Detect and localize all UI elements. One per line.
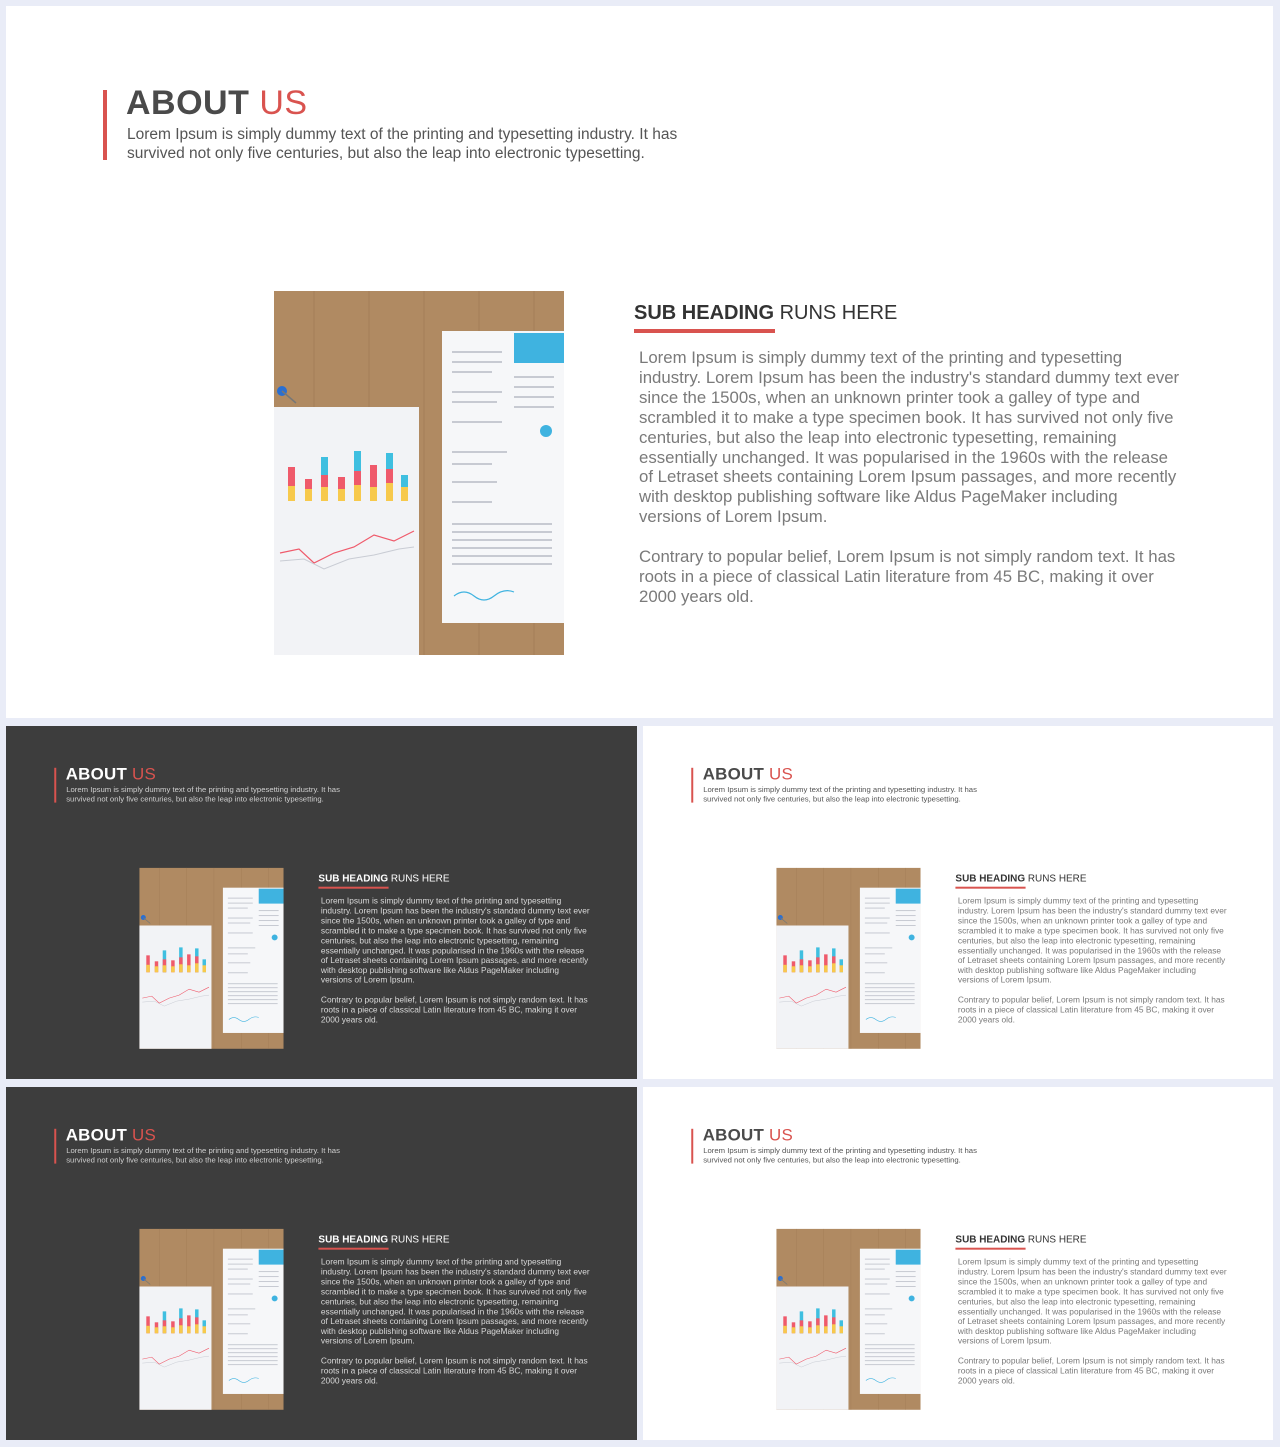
resume-photo [139, 868, 283, 1049]
body-paragraph-1: Lorem Ipsum is simply dummy text of the printing and typesetting industry. Lorem Ipsum has been the industry's standard dummy text ever since the 1500s, when an unknown printer took a galley of type and scrambled it to make a type specimen book. It has survived not only five centuries, but also the leap into electronic typesetting, remaining essentially unchanged. It was popularised in the 1960s with the release of Letraset sheets containing Lorem Ipsum passages, and more recently with desktop publishing software like Aldus PageMaker including versions of Lorem Ipsum. [639, 348, 1180, 527]
slide-content [6, 6, 1273, 718]
resume-photo [776, 868, 920, 1049]
sub-heading-underline [318, 1248, 388, 1250]
title-bold: ABOUT [702, 1125, 765, 1145]
sub-heading-rest: RUNS HERE [1027, 873, 1087, 885]
title-accent-bar [54, 768, 56, 803]
slide-title [703, 765, 793, 784]
slide-content [643, 726, 1273, 1079]
intro-text: Lorem Ipsum is simply dummy text of the printing and typesetting industry. It has survived not only five centuries, but also the leap into electronic typesetting. [127, 126, 678, 162]
sub-heading-underline [955, 1248, 1025, 1250]
body-paragraph-1: Lorem Ipsum is simply dummy text of the printing and typesetting industry. Lorem Ipsum has been the industry's standard dummy text ever since the 1500s, when an unknown printer took a galley of type and scrambled it to make a type specimen book. It has survived not only five centuries, but also the leap into electronic typesetting, remaining essentially unchanged. It was popularised in the 1960s with the release of Letraset sheets containing Lorem Ipsum passages, and more recently with desktop publishing software like Aldus PageMaker including versions of Lorem Ipsum. [320, 1257, 590, 1346]
intro-text: Lorem Ipsum is simply dummy text of the printing and typesetting industry. It has survived not only five centuries, but also the leap into electronic typesetting. [703, 1146, 977, 1165]
body-paragraph-1: Lorem Ipsum is simply dummy text of the printing and typesetting industry. Lorem Ipsum has been the industry's standard dummy text ever since the 1500s, when an unknown printer took a galley of type and scrambled it to make a type specimen book. It has survived not only five centuries, but also the leap into electronic typesetting, remaining essentially unchanged. It was popularised in the 1960s with the release of Letraset sheets containing Lorem Ipsum passages, and more recently with desktop publishing software like Aldus PageMaker including versions of Lorem Ipsum. [957, 1257, 1227, 1346]
slide-thumb-light-2[interactable] [643, 1087, 1273, 1440]
title-accent: US [769, 1125, 794, 1145]
body-text [958, 1257, 1229, 1396]
slide-content [6, 726, 636, 1079]
slide-content [643, 1087, 1273, 1440]
sub-heading-bold: SUB HEADING [955, 873, 1026, 885]
sub-heading-underline [634, 329, 775, 333]
sub-heading-rest: RUNS HERE [390, 873, 450, 885]
sub-heading-rest: RUNS HERE [1027, 1234, 1087, 1246]
title-accent: US [259, 84, 308, 122]
body-text [321, 1257, 592, 1396]
intro-text: Lorem Ipsum is simply dummy text of the printing and typesetting industry. It has survived not only five centuries, but also the leap into electronic typesetting. [703, 785, 977, 804]
body-paragraph-2: Contrary to popular belief, Lorem Ipsum is not simply random text. It has roots in a piece of classical Latin literature from 45 BC, making it over 2000 years old. [957, 1356, 1225, 1386]
body-paragraph-2: Contrary to popular belief, Lorem Ipsum is not simply random text. It has roots in a piece of classical Latin literature from 45 BC, making it over 2000 years old. [320, 995, 588, 1025]
slide-title [126, 84, 308, 123]
resume-photo [139, 1229, 283, 1410]
title-bold: ABOUT [126, 84, 250, 122]
sub-heading-bold: SUB HEADING [955, 1234, 1026, 1246]
sub-heading [318, 1234, 449, 1245]
body-text [958, 896, 1229, 1035]
slide-main-light[interactable] [6, 6, 1273, 718]
title-accent: US [132, 1125, 157, 1145]
intro-text: Lorem Ipsum is simply dummy text of the printing and typesetting industry. It has survived not only five centuries, but also the leap into electronic typesetting. [66, 785, 340, 804]
body-text [639, 348, 1184, 627]
body-paragraph-2: Contrary to popular belief, Lorem Ipsum is not simply random text. It has roots in a piece of classical Latin literature from 45 BC, making it over 2000 years old. [639, 547, 1176, 606]
sub-heading-bold: SUB HEADING [318, 873, 389, 885]
sub-heading-bold: SUB HEADING [634, 302, 775, 324]
slide-thumb-dark-2[interactable] [6, 1087, 637, 1440]
sub-heading [955, 1234, 1086, 1245]
title-bold: ABOUT [65, 764, 128, 784]
body-paragraph-1: Lorem Ipsum is simply dummy text of the printing and typesetting industry. Lorem Ipsum has been the industry's standard dummy text ever since the 1500s, when an unknown printer took a galley of type and scrambled it to make a type specimen book. It has survived not only five centuries, but also the leap into electronic typesetting, remaining essentially unchanged. It was popularised in the 1960s with the release of Letraset sheets containing Lorem Ipsum passages, and more recently with desktop publishing software like Aldus PageMaker including versions of Lorem Ipsum. [957, 896, 1227, 985]
title-accent: US [769, 764, 794, 784]
title-bold: ABOUT [702, 764, 765, 784]
sub-heading-underline [955, 887, 1025, 889]
slide-title [66, 765, 156, 784]
sub-heading-rest: RUNS HERE [390, 1234, 450, 1246]
intro-text: Lorem Ipsum is simply dummy text of the printing and typesetting industry. It has survived not only five centuries, but also the leap into electronic typesetting. [66, 1146, 340, 1165]
title-accent-bar [54, 1129, 56, 1164]
slide-title [66, 1126, 156, 1145]
title-accent-bar [691, 768, 693, 803]
sub-heading [318, 873, 449, 884]
body-paragraph-2: Contrary to popular belief, Lorem Ipsum is not simply random text. It has roots in a piece of classical Latin literature from 45 BC, making it over 2000 years old. [320, 1356, 588, 1386]
slide-thumb-light-1[interactable] [643, 726, 1273, 1079]
resume-photo [274, 291, 564, 655]
body-text [321, 896, 592, 1035]
slide-content [6, 1087, 636, 1440]
resume-photo [776, 1229, 920, 1410]
sub-heading-underline [318, 887, 388, 889]
slide-title [703, 1126, 793, 1145]
body-paragraph-1: Lorem Ipsum is simply dummy text of the printing and typesetting industry. Lorem Ipsum has been the industry's standard dummy text ever since the 1500s, when an unknown printer took a galley of type and scrambled it to make a type specimen book. It has survived not only five centuries, but also the leap into electronic typesetting, remaining essentially unchanged. It was popularised in the 1960s with the release of Letraset sheets containing Lorem Ipsum passages, and more recently with desktop publishing software like Aldus PageMaker including versions of Lorem Ipsum. [320, 896, 590, 985]
slide-thumb-dark-1[interactable] [6, 726, 637, 1079]
title-accent-bar [103, 90, 107, 160]
sub-heading [955, 873, 1086, 884]
sub-heading-rest: RUNS HERE [779, 302, 898, 324]
sub-heading [634, 302, 897, 325]
sub-heading-bold: SUB HEADING [318, 1234, 389, 1246]
title-accent-bar [691, 1129, 693, 1164]
title-accent: US [132, 764, 157, 784]
title-bold: ABOUT [65, 1125, 128, 1145]
body-paragraph-2: Contrary to popular belief, Lorem Ipsum is not simply random text. It has roots in a piece of classical Latin literature from 45 BC, making it over 2000 years old. [957, 995, 1225, 1025]
